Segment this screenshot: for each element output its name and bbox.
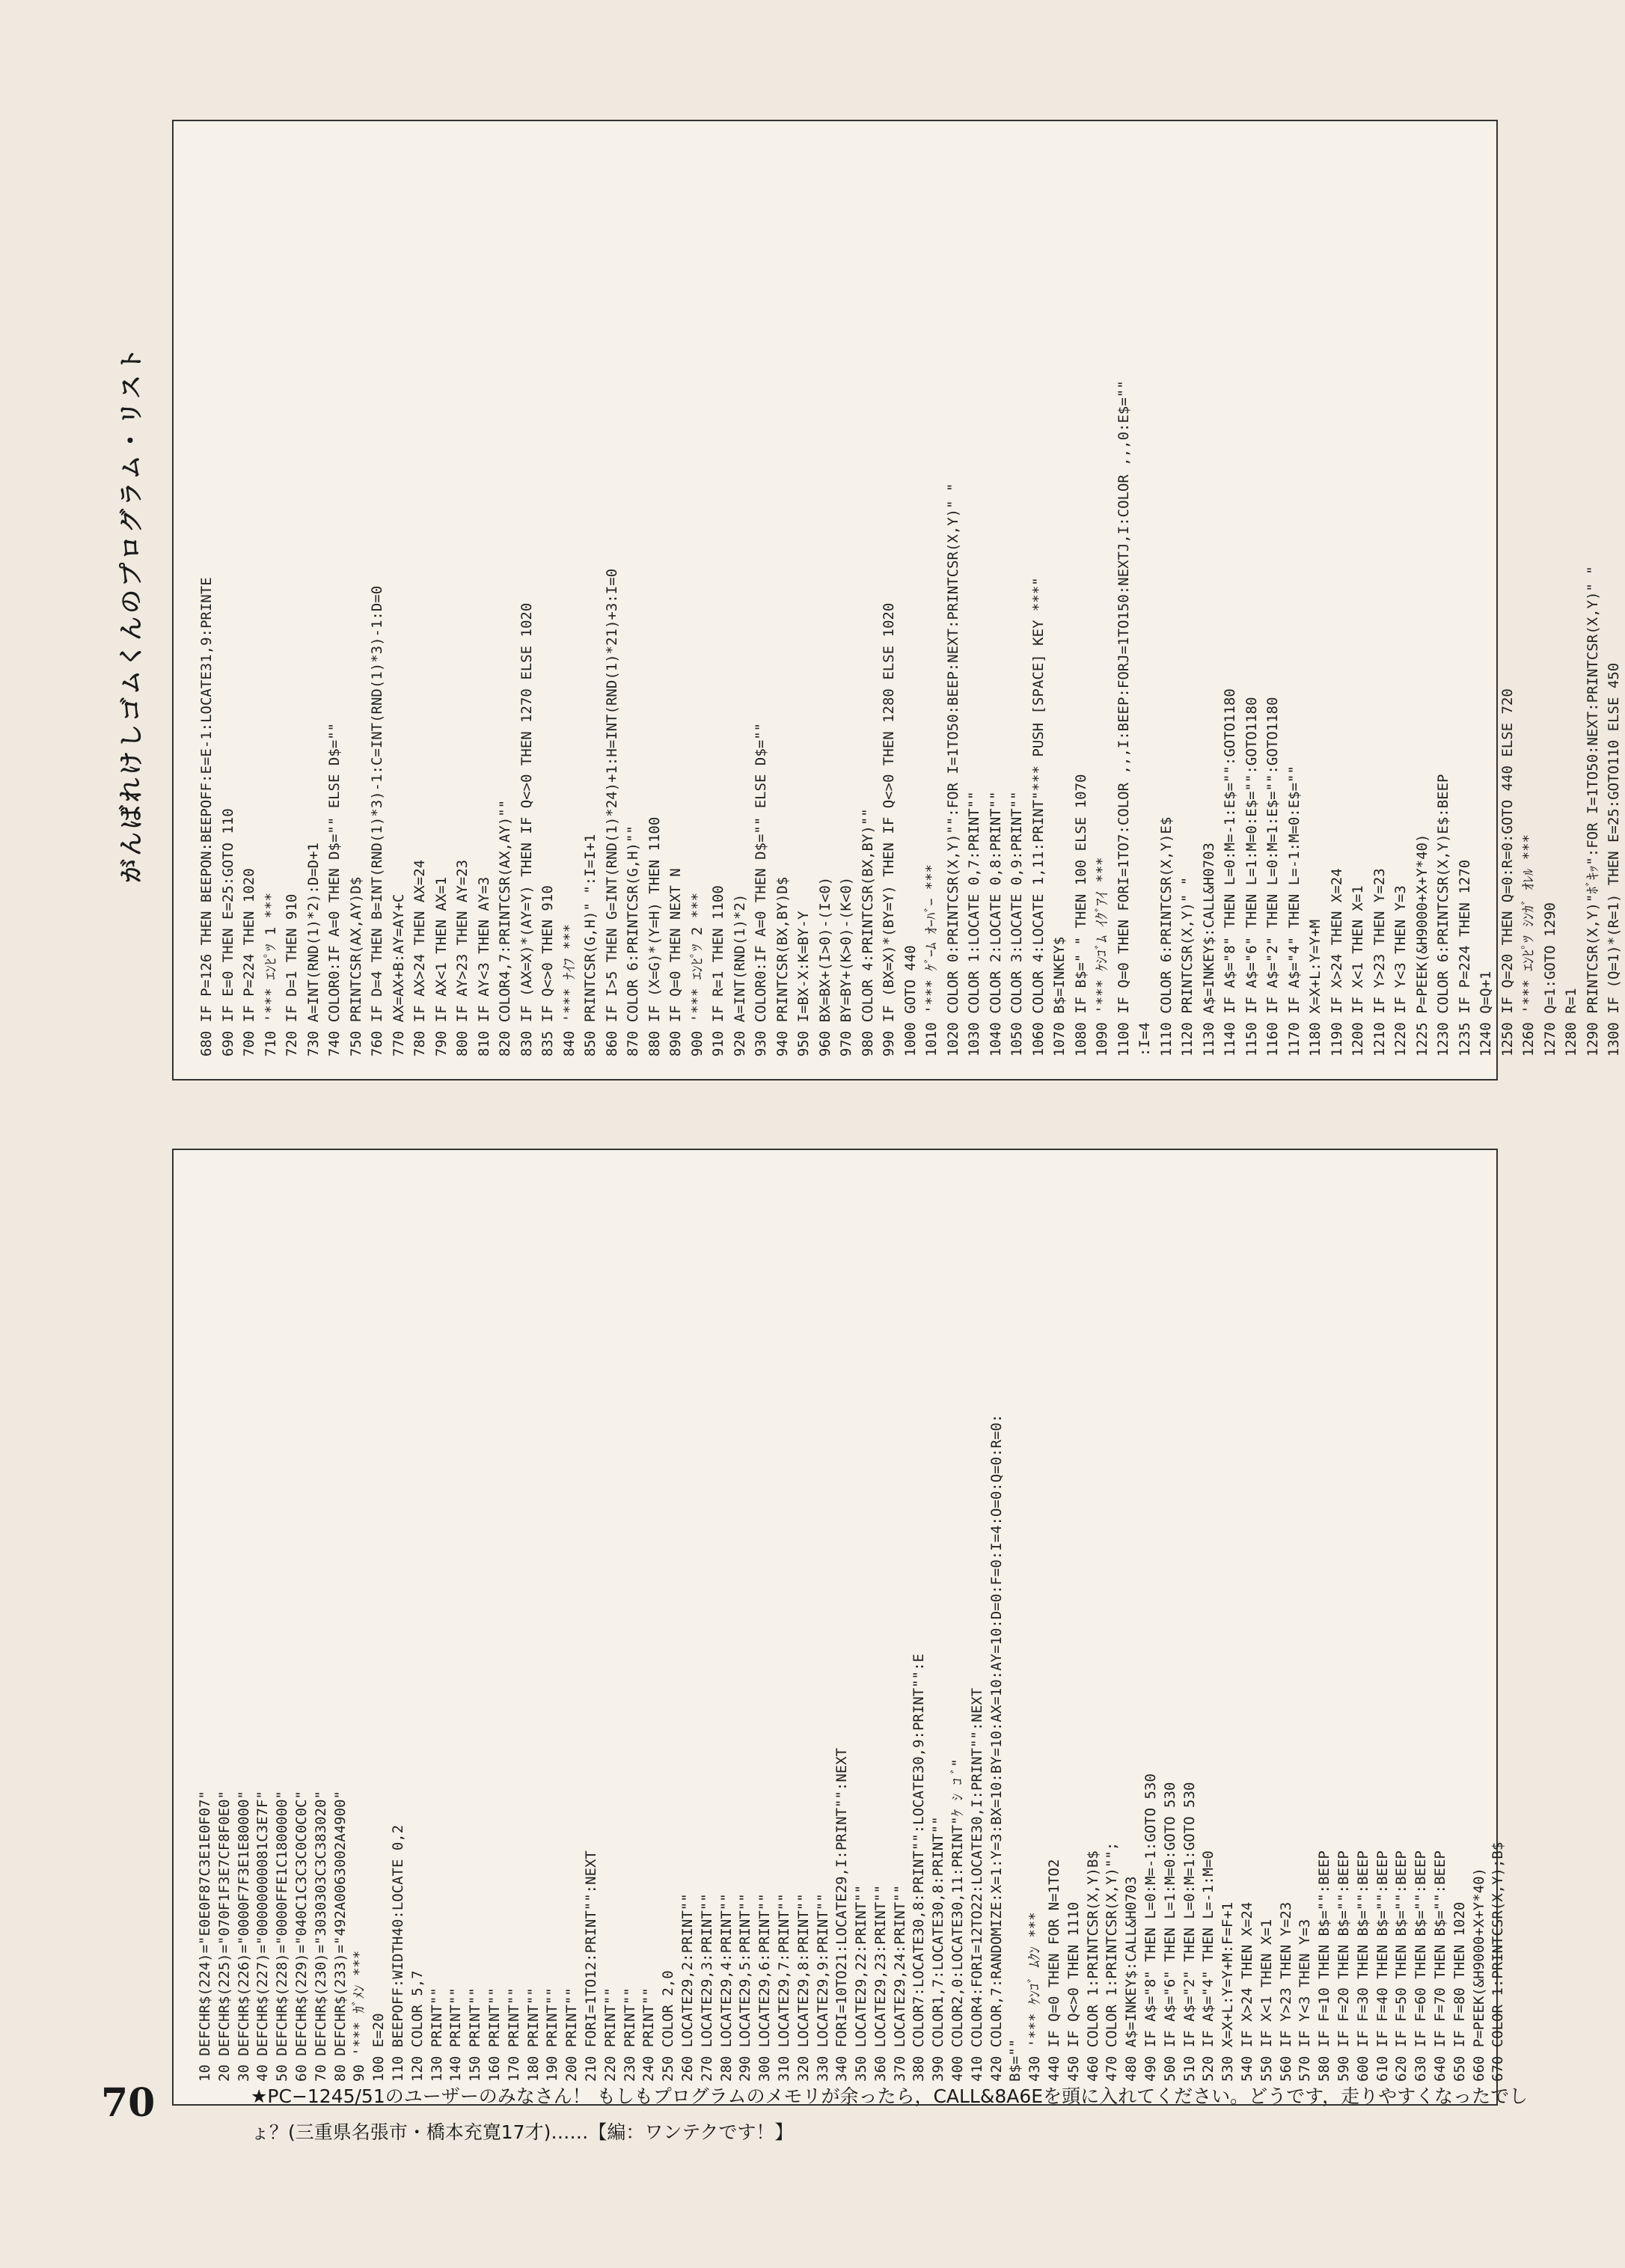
code-line: 540 IF X>24 THEN X=24	[1239, 1901, 1256, 2082]
code-line: 920 A=INT(RND(1)*2)	[731, 893, 748, 1057]
code-line: 880 IF (X=G)*(Y=H) THEN 1100	[646, 816, 663, 1057]
code-line: 480 A$=INKEY$:CALL&H0703	[1123, 1876, 1140, 2082]
code-line: B$=""	[1007, 2038, 1024, 2082]
code-line: 110 BEEPOFF:WIDTH40:LOCATE 0,2	[389, 1824, 406, 2082]
code-line: 1200 IF X<1 THEN X=1	[1350, 885, 1366, 1057]
code-line: 730 A=INT(RND(1)*2):D=D+1	[305, 843, 322, 1057]
code-line: 90 '*** ｶﾞﾒﾝ ***	[351, 1950, 368, 2082]
code-line: 1100 IF Q=0 THEN FORI=1TO7:COLOR ,,,I:BEEP:FORJ=1TO150:NEXTJ,I:COLOR ,,,0:E$=""	[1115, 380, 1132, 1057]
code-line: 1090 '*** ｹｼｺﾞﾑ ｲｸﾞｱｲ ***	[1094, 857, 1110, 1057]
code-line: 130 PRINT""	[428, 1987, 445, 2082]
code-line: 650 IF F=80 THEN 1020	[1451, 1901, 1468, 2082]
code-line: 40 DEFCHR$(227)="00000000081C3E7F"	[254, 1791, 272, 2082]
code-line: 670 COLOR 1:PRINTCSR(X,Y);B$	[1490, 1841, 1507, 2082]
code-line: 100 E=20	[370, 2013, 388, 2082]
code-line: 520 IF A$="4" THEN L=-1:M=0	[1200, 1850, 1217, 2082]
code-line: 390 COLOR1,7:LOCATE30,8:PRINT""	[930, 1816, 947, 2082]
code-line: 770 AX=AX+B:AY=AY+C	[390, 893, 407, 1057]
code-line: 1300 IF (Q=1)*(R=1) THEN E=25:GOTO110 ELSE 450	[1606, 662, 1622, 1057]
code-line: 640 IF F=70 THEN B$="":BEEP	[1432, 1850, 1448, 2082]
code-line: 460 COLOR 1:PRINTCSR(X,Y)B$	[1084, 1850, 1101, 2082]
code-line: 370 LOCATE29,24:PRINT""	[891, 1884, 908, 2082]
code-line: 760 IF D=4 THEN B=INT(RND(1)*3)-1:C=INT(RND(1)*3)-1:D=0	[369, 585, 385, 1057]
code-line: 580 IF F=10 THEN B$="":BEEP	[1316, 1850, 1333, 2082]
code-line: 400 COLOR2,0:LOCATE30,11:PRINT"ｹ ｼ ｺ ﾞ"	[949, 1758, 967, 2082]
code-line: 720 IF D=1 THEN 910	[284, 893, 300, 1057]
code-line: 1180 X=X+L:Y=Y+M	[1307, 919, 1323, 1057]
code-line: 1210 IF Y>23 THEN Y=23	[1371, 868, 1388, 1057]
code-line: 320 LOCATE29,8:PRINT""	[795, 1893, 812, 2082]
listing-panel-part1	[172, 1149, 1507, 2106]
page-number: 70	[101, 2080, 156, 2126]
code-line: 1170 IF A$="4" THEN L=-1:M=0:E$=""	[1285, 765, 1303, 1057]
code-line: 550 IF X<1 THEN X=1	[1258, 1919, 1275, 2082]
code-line: 890 IF Q=0 THEN NEXT N	[667, 868, 684, 1057]
code-line: 510 IF A$="2" THEN L=0:M=1:GOTO 530	[1181, 1782, 1198, 2082]
code-line: 180 PRINT""	[524, 1987, 542, 2082]
code-line: 900 '*** ｴﾝﾋﾟﾂ 2 ***	[688, 892, 706, 1057]
code-line: 600 IF F=30 THEN B$="":BEEP	[1354, 1850, 1371, 2082]
code-line: 1280 R=1	[1563, 988, 1579, 1057]
code-line: 1060 COLOR 4:LOCATE 1,11:PRINT"*** PUSH [SPACE] KEY ***"	[1029, 577, 1047, 1057]
code-line: 1010 '*** ｹﾞｰﾑ ｵｰﾊﾞｰ ***	[923, 864, 940, 1057]
code-line: 1235 IF P=224 THEN 1270	[1456, 859, 1473, 1057]
code-line: 220 PRINT""	[602, 1987, 619, 2082]
code-line: 680 IF P=126 THEN BEEPON:BEEPOFF:E=E-1:LOCATE31,9:PRINTE	[198, 577, 215, 1057]
code-line: 1030 COLOR 1:LOCATE 0,7:PRINT""	[966, 791, 982, 1057]
code-line: 300 LOCATE29,6:PRINT""	[756, 1893, 774, 2082]
code-line: 450 IF Q<>0 THEN 1110	[1065, 1901, 1082, 2082]
code-line: 420 COLOR,7:RANDOMIZE:X=1:Y=3:BX=10:BY=10:AX=10:AY=10:D=0:F=0:I=4:O=0:Q=0:R=0:	[988, 1413, 1005, 2082]
code-line: 1230 COLOR 6:PRINTCSR(X,Y)E$:BEEP	[1435, 774, 1451, 1057]
code-line: :I=4	[1136, 1022, 1153, 1057]
code-line: 360 LOCATE29,23:PRINT""	[872, 1884, 889, 2082]
code-line: 350 LOCATE29,22:PRINT""	[853, 1884, 870, 2082]
code-line: 60 DEFCHR$(229)="040C1C3C3C0C0C0C"	[293, 1791, 310, 2082]
code-line: 290 LOCATE29,5:PRINT""	[737, 1893, 754, 2082]
code-line: 1160 IF A$="2" THEN L=0:M=1:E$="":GOTO1180	[1264, 697, 1281, 1057]
code-line: 750 PRINTCSR(AX,AY)D$	[347, 876, 364, 1057]
code-line: 1040 COLOR 2:LOCATE 0,8:PRINT""	[987, 791, 1004, 1057]
code-line: 860 IF I>5 THEN G=INT(RND(1)*24)+1:H=INT(RND(1)*21)+3:I=0	[603, 568, 620, 1057]
code-listing-part1	[196, 1414, 1508, 2082]
code-line: 790 IF AX<1 THEN AX=1	[432, 876, 450, 1057]
code-line: 1270 Q=1:GOTO 1290	[1541, 902, 1558, 1057]
code-line: 200 PRINT""	[563, 1987, 581, 2082]
code-line: 930 COLOR0:IF A=0 THEN D$="" ELSE D$=""	[753, 722, 769, 1057]
code-line: 940 PRINTCSR(BX,BY)D$	[774, 876, 791, 1057]
code-line: 20 DEFCHR$(225)="070F1F3E7CF8F0E0"	[215, 1791, 233, 2082]
code-line: 1020 COLOR 0:PRINTCSR(X,Y)"":FOR I=1TO50:BEEP:NEXT:PRINTCSR(X,Y)" "	[944, 483, 961, 1057]
code-line: 710 '*** ｴﾝﾋﾟﾂ 1 ***	[262, 892, 279, 1057]
code-line: 1120 PRINTCSR(X,Y)" "	[1179, 876, 1196, 1057]
code-line: 530 X=X+L:Y=Y+M:F=F+1	[1219, 1901, 1237, 2082]
code-line: 700 IF P=224 THEN 1020	[241, 868, 257, 1057]
code-line: 50 DEFCHR$(228)="0000FFE1C1800000"	[274, 1791, 291, 2082]
code-line: 870 COLOR 6:PRINTCSR(G,H)""	[625, 825, 641, 1057]
reader-tip-footnote: ★PC−1245/51のユーザーのみなさん！ もしもプログラムのメモリが余ったら，CALL&8A6Eを頭に入れてください。どうです，走りやすくなったでしょ？(三重県名張市・橋本充寛17才)……【編：ワンテクです！】	[251, 2085, 1528, 2143]
code-line: 210 FORI=1TO12:PRINT"":NEXT	[582, 1850, 599, 2082]
code-line: 630 IF F=60 THEN B$="":BEEP	[1413, 1850, 1430, 2082]
code-line: 170 PRINT""	[505, 1987, 522, 2082]
code-line: 1070 B$=INKEY$	[1051, 936, 1068, 1057]
code-line: 1290 PRINTCSR(X,Y)"ﾎﾞｷｯ":FOR I=1TO50:NEXT:PRINTCSR(X,Y)" "	[1584, 566, 1601, 1057]
code-line: 810 IF AY<3 THEN AY=3	[475, 876, 492, 1057]
code-line: 570 IF Y<3 THEN Y=3	[1297, 1919, 1314, 2082]
code-line: 850 PRINTCSR(G,H)" ":I=I+1	[582, 834, 599, 1057]
listing-heading: がんばれけしゴムくんのプログラム・リスト	[117, 344, 145, 883]
code-line: 1190 IF X>24 THEN X=24	[1328, 868, 1345, 1057]
code-line: 1130 A$=INKEY$:CALL&H0703	[1200, 843, 1217, 1057]
listing-panel-part2	[172, 120, 1622, 1080]
code-line: 120 COLOR 5,7	[408, 1970, 426, 2082]
code-line: 620 IF F=50 THEN B$="":BEEP	[1393, 1850, 1410, 2082]
code-line: 10 DEFCHR$(224)="E0E0F87C3E1E0F07"	[197, 1791, 213, 2082]
code-line: 990 IF (BX=X)*(BY=Y) THEN IF Q<>0 THEN 1280 ELSE 1020	[881, 602, 897, 1057]
code-line: 340 FORI=10TO21:LOCATE29,I:PRINT"":NEXT	[833, 1747, 851, 2082]
code-line: 70 DEFCHR$(230)="3030303C3C383020"	[312, 1791, 329, 2082]
code-line: 830 IF (AX=X)*(AY=Y) THEN IF Q<>0 THEN 1270 ELSE 1020	[518, 602, 535, 1057]
code-line: 230 PRINT""	[621, 1987, 638, 2082]
code-line: 30 DEFCHR$(226)="0000F7F3E1E80000"	[235, 1791, 252, 2082]
code-line: 1140 IF A$="8" THEN L=0:M=-1:E$="":GOTO1180	[1222, 688, 1238, 1057]
code-line: 490 IF A$="8" THEN L=0:M=-1:GOTO 530	[1142, 1773, 1160, 2082]
code-line: 970 BY=BY+(K>0)-(K<0)	[838, 876, 854, 1057]
code-line: 800 IF AY>23 THEN AY=23	[454, 859, 471, 1057]
code-line: 1220 IF Y<3 THEN Y=3	[1392, 885, 1409, 1057]
code-line: 440 IF Q=0 THEN FOR N=1TO2	[1046, 1859, 1063, 2082]
code-line: 1240 Q=Q+1	[1478, 971, 1494, 1057]
code-line: 740 COLOR0:IF A=0 THEN D$="" ELSE D$=""	[326, 722, 343, 1057]
code-line: 960 BX=BX+(I>0)-(I<0)	[816, 876, 833, 1057]
code-line: 260 LOCATE29,2:PRINT""	[679, 1893, 696, 2082]
code-line: 840 '*** ﾅｲﾌ ***	[560, 923, 578, 1057]
code-line: 280 LOCATE29,4:PRINT""	[717, 1893, 735, 2082]
code-line: 270 LOCATE29,3:PRINT""	[698, 1893, 715, 2082]
code-line: 1260 '*** ｴﾝﾋﾟﾂ ｼﾝｶﾞ ｵﾚﾙ ***	[1520, 834, 1537, 1057]
code-line: 910 IF R=1 THEN 1100	[710, 885, 726, 1057]
code-line: 140 PRINT""	[447, 1987, 465, 2082]
code-line: 980 COLOR 4:PRINTCSR(BX,BY)""	[859, 808, 876, 1057]
code-line: 500 IF A$="6" THEN L=1:M=0:GOTO 530	[1161, 1782, 1178, 2082]
code-line: 410 COLOR4:FORI=12TO22:LOCATE30,I:PRINT"":NEXT	[968, 1687, 985, 2082]
code-line: 820 COLOR4,7:PRINTCSR(AX,AY)""	[497, 799, 513, 1057]
code-line: 80 DEFCHR$(233)="492A0063002A4900"	[331, 1791, 349, 2082]
code-line: 190 PRINT""	[544, 1987, 561, 2082]
code-line: 310 LOCATE29,7:PRINT""	[775, 1893, 792, 2082]
code-line: 380 COLOR7:LOCATE30,8:PRINT"":LOCATE30,9:PRINT"":E	[911, 1654, 928, 2082]
code-line: 1150 IF A$="6" THEN L=1:M=0:E$="":GOTO1180	[1243, 697, 1260, 1057]
code-line: 610 IF F=40 THEN B$="":BEEP	[1374, 1850, 1391, 2082]
code-line: 1225 P=PEEK(&H9000+X+Y*40)	[1413, 834, 1430, 1057]
code-line: 1110 COLOR 6:PRINTCSR(X,Y)E$	[1157, 816, 1175, 1057]
code-listing-part2	[196, 380, 1625, 1057]
code-line: 240 PRINT""	[640, 1987, 658, 2082]
code-line: 590 IF F=20 THEN B$="":BEEP	[1335, 1850, 1353, 2082]
code-line: 1080 IF B$=" " THEN 100 ELSE 1070	[1072, 774, 1089, 1057]
code-line: 1050 COLOR 3:LOCATE 0,9:PRINT""	[1009, 791, 1025, 1057]
code-line: 690 IF E=0 THEN E=25:GOTO 110	[219, 808, 236, 1057]
code-line: 430 '*** ｹﾝｺﾞ ﾑｸﾝ ***	[1026, 1912, 1044, 2082]
code-line: 150 PRINT""	[467, 1987, 484, 2082]
code-line: 560 IF Y>23 THEN Y=23	[1277, 1901, 1294, 2082]
code-line: 1000 GOTO 440	[902, 945, 919, 1057]
code-line: 835 IF Q<>0 THEN 910	[539, 885, 556, 1057]
code-line: 330 LOCATE29,9:PRINT""	[814, 1893, 831, 2082]
code-line: 160 PRINT""	[486, 1987, 503, 2082]
code-line: 660 P=PEEK(&H9000+X+Y*40)	[1470, 1868, 1487, 2082]
code-line: 950 I=BX-X:K=BY-Y	[795, 911, 812, 1057]
code-line: 250 COLOR 2,0	[660, 1970, 677, 2082]
code-line: 470 COLOR 1:PRINTCSR(X,Y)"";	[1104, 1841, 1121, 2082]
code-line: 1250 IF Q=20 THEN Q=0:R=0:GOTO 440 ELSE 720	[1499, 688, 1516, 1057]
code-line: 780 IF AX>24 THEN AX=24	[411, 859, 428, 1057]
